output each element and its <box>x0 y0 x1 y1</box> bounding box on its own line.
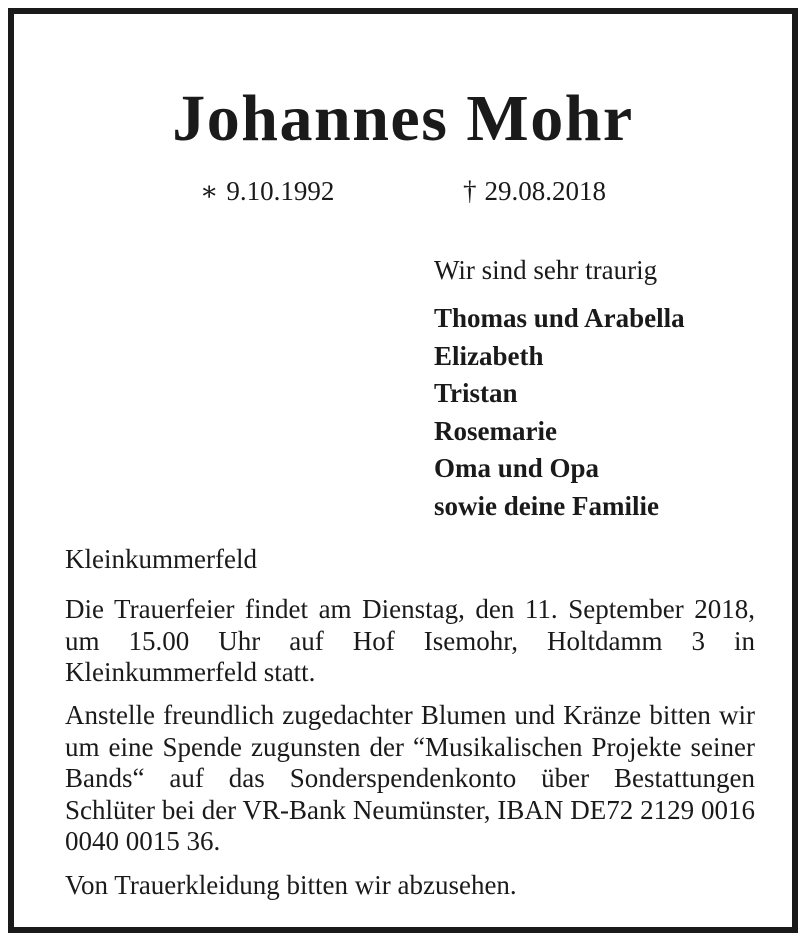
cross-symbol: † <box>463 176 477 206</box>
mourner-name: Oma und Opa <box>434 453 600 483</box>
deceased-name: Johannes Mohr <box>172 82 634 155</box>
death-date-value: 29.08.2018 <box>484 176 606 206</box>
mourner-name: Thomas und Arabella <box>434 303 685 333</box>
dress-code-paragraph: Von Trauerkleidung bitten wir abzusehen. <box>65 870 517 900</box>
obituary-notice <box>8 8 798 933</box>
birth-symbol: ∗ <box>200 176 219 206</box>
place-name: Kleinkummerfeld <box>65 544 257 574</box>
mourning-line: Wir sind sehr traurig <box>434 255 658 285</box>
birth-date-value: 9.10.1992 <box>226 176 335 206</box>
birth-date <box>200 178 334 205</box>
funeral-info-paragraph: Die Trauerfeier findet am Dienstag, den 11. September 2018, um 15.00 Uhr auf Hof Isemohr, Holtdamm 3 in Kleinkummerfeld statt. <box>65 594 755 687</box>
death-date <box>463 178 606 205</box>
mourner-name: sowie deine Familie <box>434 490 659 521</box>
donation-paragraph: Anstelle freundlich zugedachter Blumen und Kränze bitten wir um eine Spende zugunsten der “Musikalischen Projekte seiner Bands“ auf das Sonderspendenkonto über Bestattungen Schlüter bei der VR-Bank Neumünster, IBAN DE72 2129 0016 0040 0015 36. <box>65 700 755 856</box>
mourner-name: Elizabeth <box>434 340 544 371</box>
mourner-name: Tristan <box>434 378 518 408</box>
mourner-name: Rosemarie <box>434 415 557 446</box>
mourners-list <box>434 300 685 525</box>
